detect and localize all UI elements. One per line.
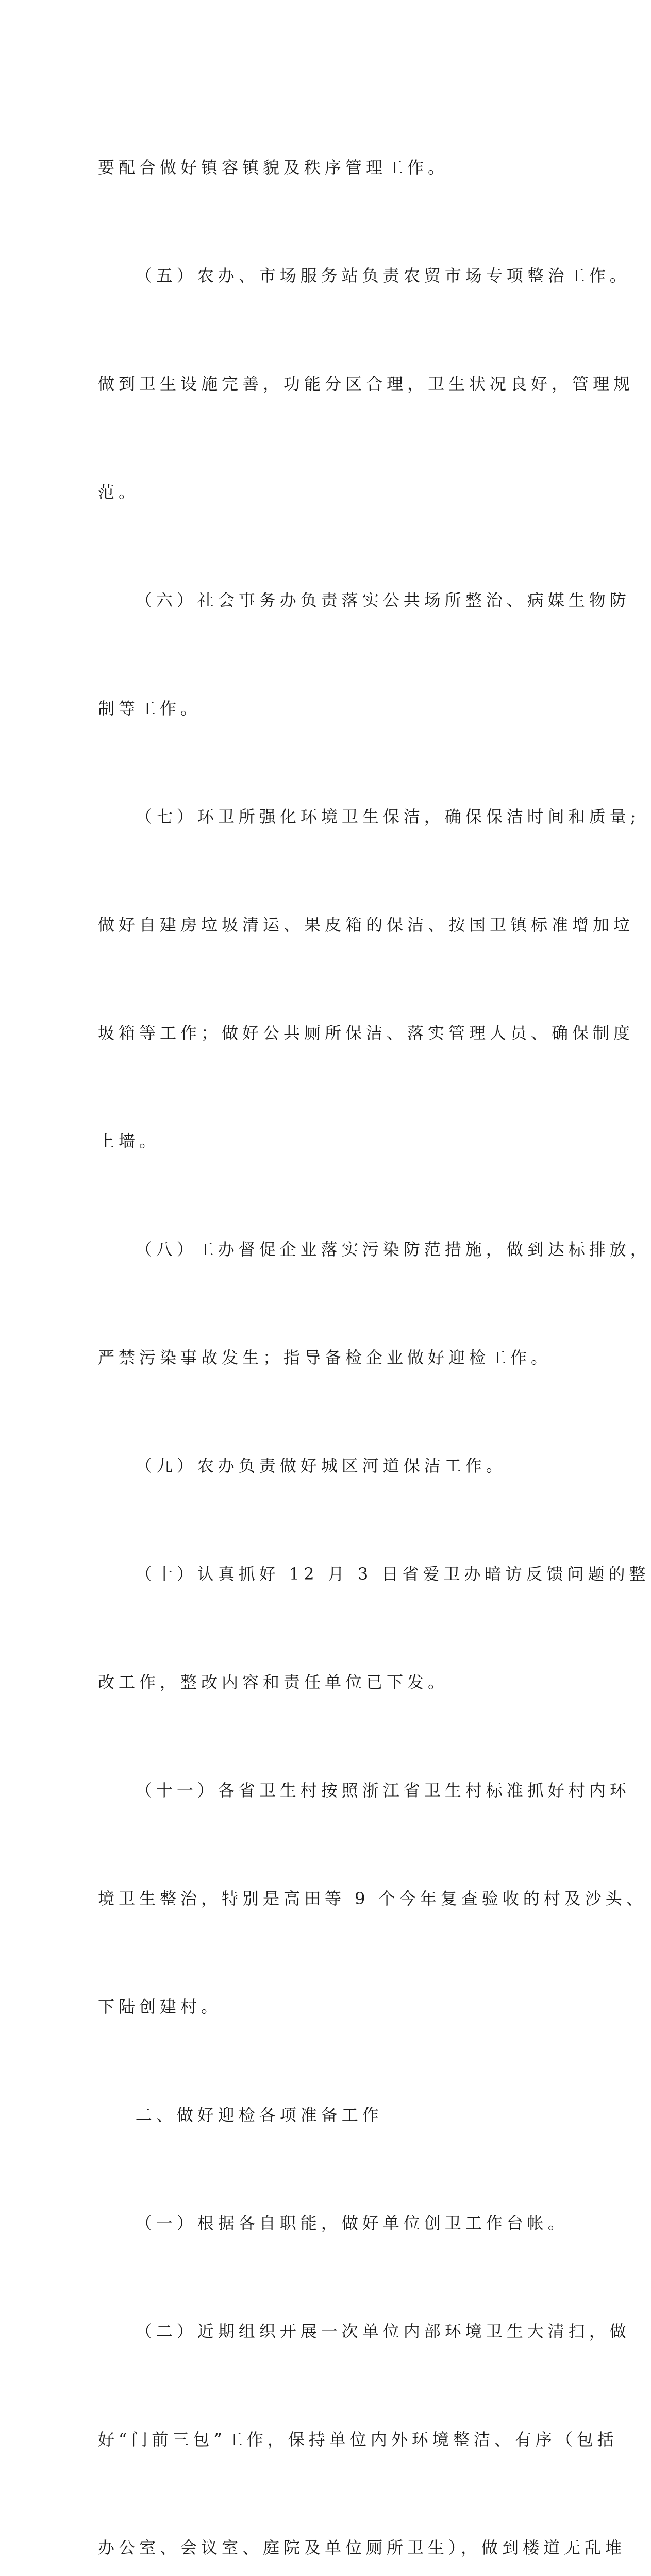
text-line: 做到卫生设施完善，功能分区合理，卫生状况良好，管理规 [98, 374, 635, 394]
text-line: （五）农办、市场服务站负责农贸市场专项整治工作。 [98, 266, 630, 285]
text-line: （十一）各省卫生村按照浙江省卫生村标准抓好村内环 [98, 1781, 630, 1800]
text-line: 上墙。 [98, 1131, 160, 1151]
text-line: 境卫生整治，特别是高田等 9 个今年复查验收的村及沙头、 [98, 1889, 647, 1908]
section-heading: 二、做好迎检各项准备工作 [98, 2105, 383, 2125]
text-line: 办公室、会议室、庭院及单位厕所卫生），做到楼道无乱堆 [98, 2538, 626, 2557]
text-line: （一）根据各自职能，做好单位创卫工作台帐。 [98, 2213, 569, 2233]
text-line: 好“门前三包”工作，保持单位内外环境整洁、有序（包括 [98, 2430, 618, 2449]
text-line: 改工作，整改内容和责任单位已下发。 [98, 1672, 449, 1692]
text-line: （七）环卫所强化环境卫生保洁，确保保洁时间和质量; [98, 807, 640, 826]
text-line: 做好自建房垃圾清运、果皮箱的保洁、按国卫镇标准增加垃 [98, 915, 635, 935]
text-line: （二）近期组织开展一次单位内部环境卫生大清扫，做 [98, 2321, 630, 2341]
text-line: 范。 [98, 482, 140, 502]
text-line: 严禁污染事故发生；指导备检企业做好迎检工作。 [98, 1348, 552, 1367]
text-line: （八）工办督促企业落实污染防范措施，做到达标排放， [98, 1240, 651, 1259]
text-line: 圾箱等工作；做好公共厕所保洁、落实管理人员、确保制度 [98, 1023, 635, 1043]
text-line: 下陆创建村。 [98, 1997, 222, 2016]
text-line: （十）认真抓好 12 月 3 日省爱卫办暗访反馈问题的整 [98, 1564, 650, 1584]
text-line: 制等工作。 [98, 699, 202, 718]
text-line: （六）社会事务办负责落实公共场所整治、病媒生物防 [98, 590, 630, 610]
document-body [98, 77, 651, 2576]
text-line: （九）农办负责做好城区河道保洁工作。 [98, 1456, 507, 1476]
text-line: 要配合做好镇容镇貌及秩序管理工作。 [98, 158, 449, 177]
